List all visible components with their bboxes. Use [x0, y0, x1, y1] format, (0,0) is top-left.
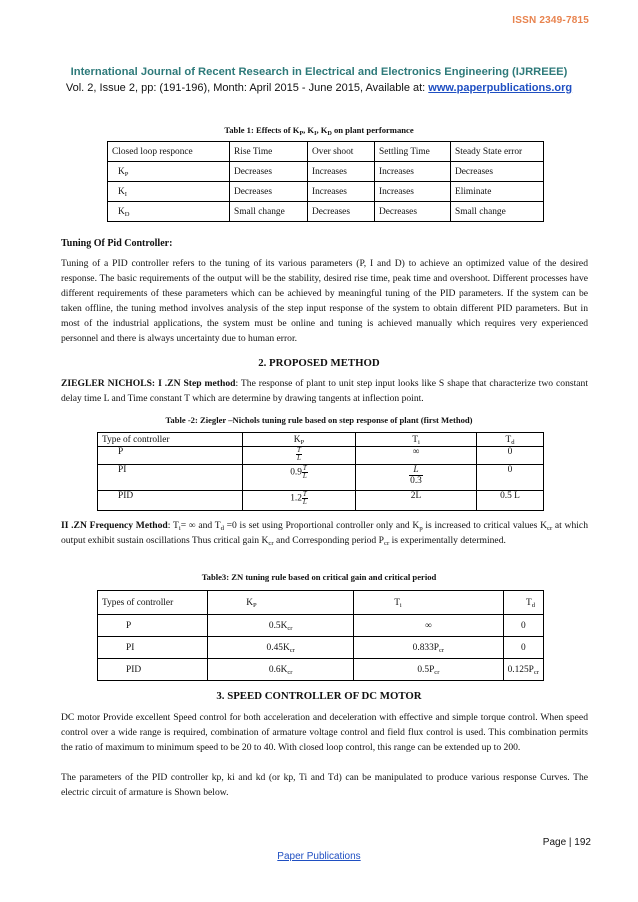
table3	[97, 590, 544, 681]
section3-paragraph-2: The parameters of the PID controller kp, ki and kd (or kp, Ti and Td) can be manipulated to produce various response Curves. The electric circuit of armature is Shown below.	[61, 772, 588, 798]
table2-caption-text: Table -2: Ziegler –Nichols tuning rule based on step response of plant (first Method)	[165, 415, 473, 425]
table1	[107, 141, 544, 222]
website-link[interactable]: www.paperpublications.org	[428, 82, 573, 94]
table3-header: $T_d$	[503, 591, 543, 615]
table1-cell: Increases	[308, 182, 375, 202]
table1-cell: Increases	[375, 162, 451, 182]
table2-cell-kp	[243, 491, 356, 511]
table1-caption-text: Table 1: Effects of $K_P$, $K_I$, $K_D$ on plant performance	[224, 125, 414, 137]
table1-cell: Decreases	[230, 162, 308, 182]
section3-heading: 3. SPEED CONTROLLER OF DC MOTOR	[216, 690, 422, 702]
table1-header: Steady State error	[451, 142, 544, 162]
table3-cell: ∞	[354, 615, 503, 637]
table1-header: Closed loop responce	[108, 142, 230, 162]
table2-cell: PID	[98, 491, 243, 511]
table1-cell: Small change	[230, 202, 308, 222]
table3-cell: 0	[503, 615, 543, 637]
zn-step-paragraph	[61, 377, 588, 407]
table2-header: $T_i$	[356, 433, 477, 447]
volume-text: Vol. 2, Issue 2, pp: (191-196), Month: April 2015 - June 2015, Available at:	[65, 82, 429, 94]
zn-step-text: : The response of plant to unit step input looks like S shape that characterize two constant delay time L and Time constant T which are determine by drawing tangents at inflection point.	[61, 378, 588, 404]
zn-frequency-label: II .ZN Frequency Method	[61, 520, 168, 531]
tuning-heading: Tuning Of Pid Controller:	[61, 238, 173, 249]
journal-volume-line	[0, 82, 638, 94]
tuning-paragraph: Tuning of a PID controller refers to the tuning of its various parameters (P, I and D) to achieve an optimized value of the desired response. The basic requirements of the output will be the stability, desired rise time, peak time and overshoot. Different processes have different requirements of these parameters which can be achieved by meaningful tuning of the PID parameters. If the system can be taken offline, the tuning method involves analysis of the step input response of the system to obtain different PID parameters. But in most of the industrial applications, the system must be online and tuning is achieved manually which requires very experienced personnel and there is always uncertainty due to human error.	[61, 258, 588, 344]
table1-cell: $K_D$	[108, 202, 230, 222]
table1-cell: Small change	[451, 202, 544, 222]
table2-cell: PI	[98, 465, 243, 491]
table2	[97, 432, 544, 511]
section3-paragraph-1: DC motor Provide excellent Speed control for both acceleration and deceleration with effective and simple torque control. When speed control over a wide range is required, combination of armature voltage control and field flux control is used. This combination permits the ratio of maximum to minimum speed to be 20 to 40. With closed loop control, this range can be extended up to 200.	[61, 712, 588, 753]
table3-cell: PID	[98, 659, 208, 681]
fraction-l-over-03: $\frac{L}{0.3}$	[410, 465, 422, 486]
table1-header: Rise Time	[230, 142, 308, 162]
table2-cell-kp	[243, 465, 356, 491]
table2-caption	[0, 415, 638, 425]
coefficient: 1.2	[290, 493, 302, 504]
table1-cell: $K_I$	[108, 182, 230, 202]
table3-cell: $0.6K_{cr}$	[208, 659, 354, 681]
table3-header: $T_i$	[354, 591, 503, 615]
table3-cell: $0.5K_{cr}$	[208, 615, 354, 637]
fraction-t-over-l: $\frac{T}{L}$	[302, 490, 307, 506]
table3-cell: $0.5P_{cr}$	[354, 659, 503, 681]
table2-cell: ∞	[356, 447, 477, 465]
table2-cell: 0.5 L	[477, 491, 544, 511]
table1-cell: Decreases	[375, 202, 451, 222]
issn-label: ISSN 2349-7815	[512, 15, 589, 26]
coefficient: 0.9	[290, 467, 302, 478]
table3-cell: P	[98, 615, 208, 637]
table1-header: Over shoot	[308, 142, 375, 162]
zn-step-label: ZIEGLER NICHOLS: I .ZN Step method	[61, 378, 236, 389]
page-number: Page | 192	[542, 837, 591, 848]
table3-header: $K_P$	[208, 591, 354, 615]
table1-cell: Decreases	[308, 202, 375, 222]
table1-cell: Increases	[308, 162, 375, 182]
table3-caption-text: Table3: ZN tuning rule based on critical gain and critical period	[201, 572, 437, 582]
table3-cell: PI	[98, 637, 208, 659]
table2-cell: 0	[477, 465, 544, 491]
table3-cell: $0.125P_{cr}$	[503, 659, 543, 681]
section2-heading: 2. PROPOSED METHOD	[258, 357, 380, 369]
table2-header: $K_P$	[243, 433, 356, 447]
zn-frequency-paragraph: II .ZN Frequency Method: $T_i=$ ∞ and $T_d =0$ is set using Proportional controller only and $K_p$ is increased to critical values $K_{cr}$ at which output exhibit sustain oscillations Thus critical gain $K_{cr}$ and Corresponding period $P_{cr}$ is experimentally determined.	[61, 520, 588, 547]
table3-cell: $0.833P_{cr}$	[354, 637, 503, 659]
publisher-link[interactable]: Paper Publications	[277, 851, 361, 862]
table1-cell: $K_P$	[108, 162, 230, 182]
table2-cell: 2L	[356, 491, 477, 511]
table2-header: $T_d$	[477, 433, 544, 447]
table3-caption	[0, 572, 638, 582]
table1-cell: Decreases	[451, 162, 544, 182]
table2-cell: 0	[477, 447, 544, 465]
table1-cell: Decreases	[230, 182, 308, 202]
table3-cell: $0.45K_{cr}$	[208, 637, 354, 659]
table1-caption	[0, 125, 638, 135]
table1-cell: Increases	[375, 182, 451, 202]
table1-header: Settling Time	[375, 142, 451, 162]
journal-title: International Journal of Recent Research in Electrical and Electronics Engineering (IJRREEE)	[70, 66, 568, 78]
table2-cell-ti	[356, 465, 477, 491]
table3-header: Types of controller	[98, 591, 208, 615]
table2-cell: P	[98, 447, 243, 465]
table1-cell: Eliminate	[451, 182, 544, 202]
fraction-t-over-l: $\frac{T}{L}$	[297, 446, 301, 462]
table2-header: Type of controller	[98, 433, 243, 447]
table2-cell-kp	[243, 447, 356, 465]
fraction-t-over-l: $\frac{T}{L}$	[302, 464, 307, 480]
table3-cell: 0	[503, 637, 543, 659]
